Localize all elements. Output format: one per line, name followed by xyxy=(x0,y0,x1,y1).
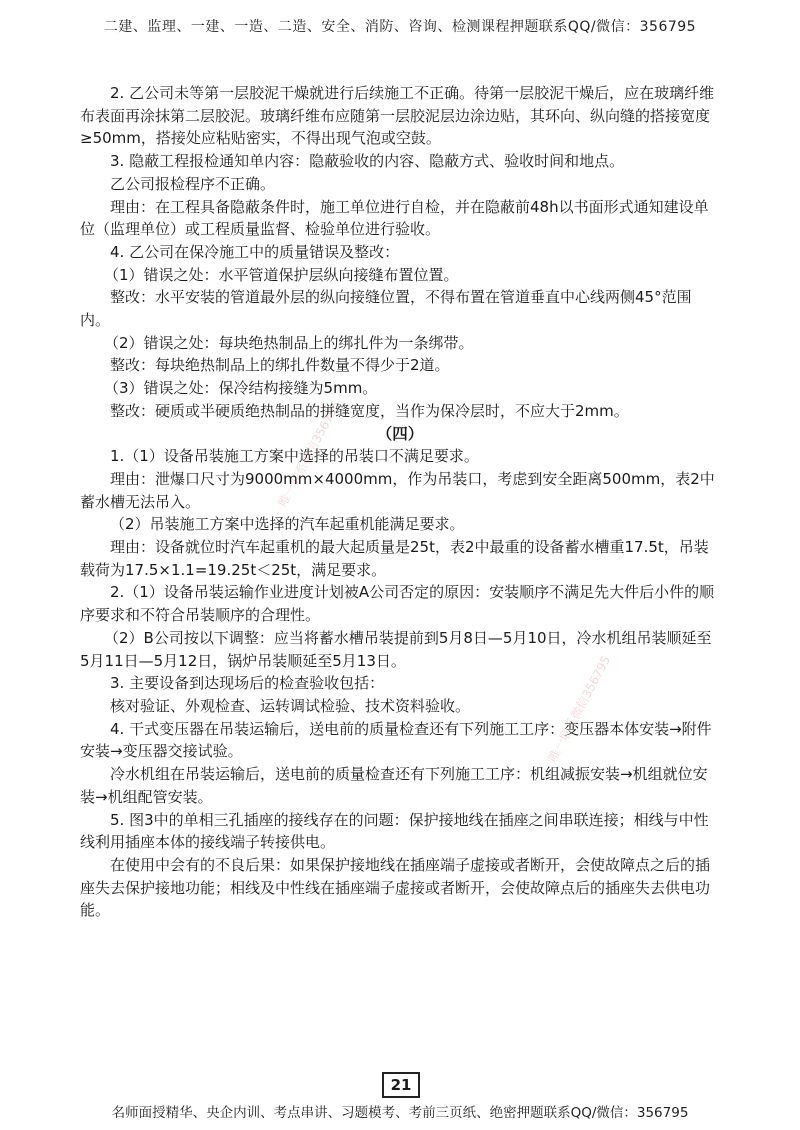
paragraph: （2）吊装施工方案中选择的汽车起重机能满足要求。 xyxy=(110,515,465,534)
paragraph: 4. 乙公司在保冷施工中的质量错误及整改： xyxy=(110,242,400,261)
top-banner: 二建、监理、一建、一造、二造、安全、消防、咨询、检测课程押题联系QQ/微信：356795 xyxy=(103,19,697,35)
paragraph: 冷水机组在吊装运输后，送电前的质量检查还有下列施工工序：机组减振安装→机组就位安装→机组配管安装。 xyxy=(80,765,708,806)
paragraph: （1）错误之处：水平管道保护层纵向接缝布置位置。 xyxy=(104,265,459,284)
paragraph: 整改：硬质或半硬质绝热制品的拼缝宽度，当作为保冷层时，不应大于2mm。 xyxy=(110,401,629,420)
bottom-banner: 名师面授精华、央企内训、考点串讲、习题模考、考前三页纸、绝密押题联系QQ/微信：356795 xyxy=(111,1105,689,1121)
paragraph: 理由：设备就位时汽车起重机的最大起质量是25t，表2中最重的设备蓄水槽重17.5t，吊装载荷为17.5×1.1=19.25t＜25t，满足要求。 xyxy=(80,538,709,579)
document-body xyxy=(80,82,720,922)
section-title: （四） xyxy=(376,424,424,443)
paragraph: 1.（1）设备吊装施工方案中选择的吊装口不满足要求。 xyxy=(110,447,479,466)
paragraph: 2. 乙公司未等第一层胶泥干燥就进行后续施工不正确。待第一层胶泥干燥后，应在玻璃纤维布表面再涂抹第二层胶泥。玻璃纤维布应随第一层胶泥层边涂边贴，其环向、纵向缝的搭接宽度≥50mm，搭接处应粘贴密实，不得出现气泡或空鼓。 xyxy=(80,84,715,148)
paragraph: 3. 隐蔽工程报检通知单内容：隐蔽验收的内容、隐蔽方式、验收时间和地点。 xyxy=(110,152,625,171)
paragraph: （2）B公司按以下调整：应当将蓄水槽吊装提前到5月8日—5月10日，冷水机组吊装顺延至5月11日—5月12日，锅炉吊装顺延至5月13日。 xyxy=(80,628,712,670)
paragraph: 在使用中会有的不良后果：如果保护接地线在插座端子虚接或者断开，会使故障点之后的插座失去保护接地功能；相线及中性线在插座端子虚接或者断开，会使故障点后的插座失去供电功能。 xyxy=(80,855,711,920)
watermark: 唯一联系微信356795 xyxy=(275,398,344,510)
watermark: 唯一联系微信356795 xyxy=(545,653,614,765)
paragraph: 3. 主要设备到达现场后的检查验收包括： xyxy=(110,674,385,693)
paragraph: 5. 图3中的单相三孔插座的接线存在的问题：保护接地线在插座之间串联连接；相线与中性线利用插座本体的接线端子转接供电。 xyxy=(80,810,709,852)
paragraph: 4. 干式变压器在吊装运输后，送电前的质量检查还有下列施工工序：变压器本体安装→附件安装→变压器交接试验。 xyxy=(80,719,712,761)
paragraph: （2）错误之处：每块绝热制品上的绑扎件为一条绑带。 xyxy=(104,333,474,352)
paragraph: 理由：在工程具备隐蔽条件时，施工单位进行自检，并在隐蔽前48h以书面形式通知建设单位（监理单位）或工程质量监督、检验单位进行验收。 xyxy=(80,197,709,239)
paragraph: 核对验证、外观检查、运转调试检验、技术资料验收。 xyxy=(110,696,471,715)
paragraph: 理由：泄爆口尺寸为9000mm×4000mm，作为吊装口，考虑到安全距离500mm，表2中蓄水槽无法吊入。 xyxy=(80,469,715,511)
paragraph: 整改：水平安装的管道最外层的纵向接缝位置，不得布置在管道垂直中心线两侧45°范围内。 xyxy=(80,288,692,330)
paragraph: 乙公司报检程序不正确。 xyxy=(110,174,276,193)
page-number: 21 xyxy=(382,1072,420,1098)
paragraph: 整改：每块绝热制品上的绑扎件数量不得少于2道。 xyxy=(110,356,450,375)
paragraph: 2.（1）设备吊装运输作业进度计划被A公司否定的原因：安装顺序不满足先大件后小件的顺序要求和不符合吊装顺序的合理性。 xyxy=(80,583,715,625)
paragraph: （3）错误之处：保冷结构接缝为5mm。 xyxy=(104,379,378,398)
